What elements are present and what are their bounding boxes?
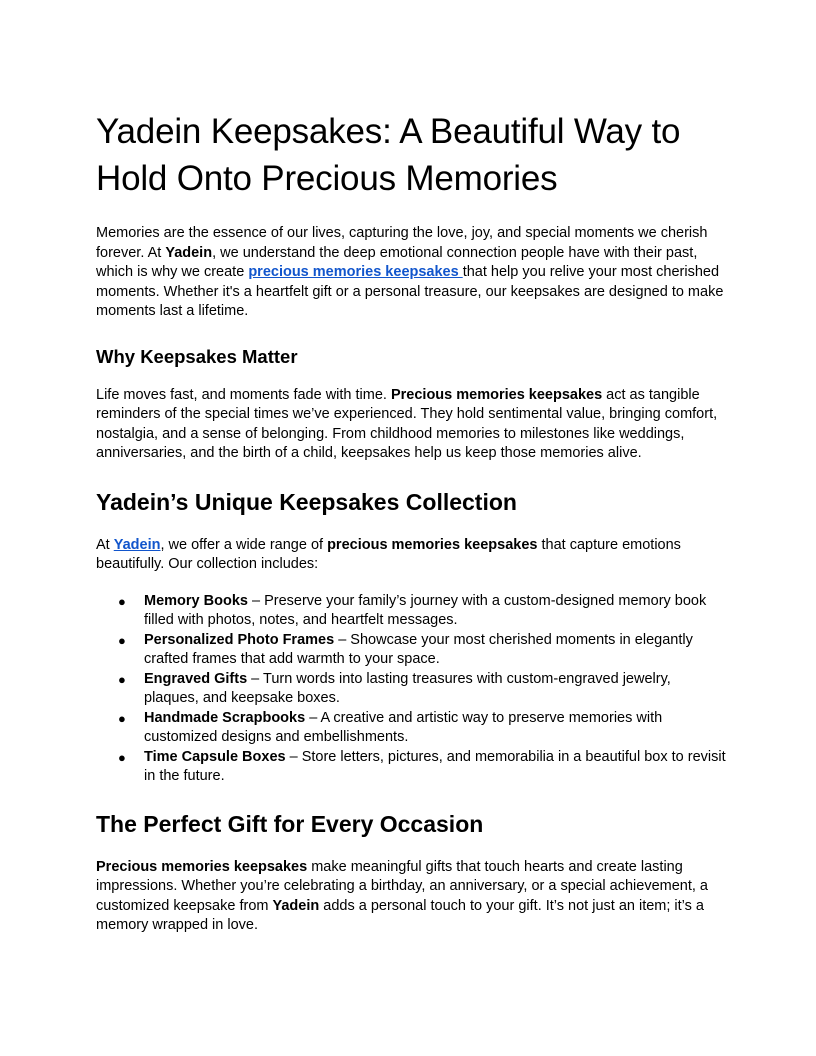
intro-text-1: Memories are the essence of our lives, capturing the love, joy, and special moments we cherish forever. At [96, 225, 708, 261]
bullet-icon: ● [118, 749, 126, 765]
list-item-title: Memory Books [144, 592, 248, 609]
collection-text-2: , we offer a wide range of [160, 536, 328, 553]
list-item-title: Personalized Photo Frames [144, 631, 335, 648]
page-title: Yadein Keepsakes: A Beautiful Way to Hold Onto Precious Memories [96, 112, 681, 198]
list-item-desc: – A creative and artistic way to preserve memories with customized designs and embellishments. [144, 709, 663, 745]
intro-text-2: , we understand the deep emotional connection people have with their past, which is why we create [96, 244, 698, 280]
list-item-desc: – Preserve your family’s journey with a custom-designed memory book filled with photos, notes, and heartfelt messages. [144, 592, 707, 628]
why-keepsakes-paragraph [96, 386, 726, 464]
collection-text-1: At [96, 536, 114, 553]
bullet-icon: ● [118, 632, 126, 648]
why-text-1: Life moves fast, and moments fade with time. [96, 386, 391, 403]
list-item [96, 748, 726, 787]
list-item-desc: – Store letters, pictures, and memorabilia in a beautiful box to revisit in the future. [144, 748, 726, 784]
bullet-icon: ● [118, 593, 126, 609]
bullet-icon: ● [118, 710, 126, 726]
why-keepsakes-heading: Why Keepsakes Matter [96, 345, 298, 367]
gift-text-2: adds a personal touch to your gift. It’s not just an item; it’s a memory wrapped in love. [96, 897, 704, 933]
why-text-2: act as tangible reminders of the special times we’ve experienced. They hold sentimental value, bringing comfort, nostalgia, and a sense of belonging. From childhood memories to milestones like weddings, anniversaries, and the birth of a child, keepsakes help us keep those memories alive. [96, 386, 718, 461]
list-item [96, 592, 726, 631]
list-item-title: Handmade Scrapbooks [144, 709, 306, 726]
list-item [96, 631, 726, 670]
gift-text-1: make meaningful gifts that touch hearts and create lasting impressions. Whether you’re celebrating a birthday, an anniversary, or a special achievement, a customized keepsake from [96, 858, 708, 914]
collection-paragraph [96, 536, 726, 575]
list-item-desc: – Showcase your most cherished moments in elegantly crafted frames that add warmth to your space. [144, 631, 693, 667]
intro-paragraph [96, 224, 726, 322]
gift-bold-1: Precious memories keepsakes [96, 858, 308, 875]
intro-text-3: that help you relive your most cherished moments. Whether it's a heartfelt gift or a personal treasure, our keepsakes are designed to make moments last a lifetime. [96, 264, 724, 319]
list-item-title: Engraved Gifts [144, 670, 248, 687]
list-item-desc: – Turn words into lasting treasures with custom-engraved jewelry, plaques, and keepsake boxes. [144, 670, 671, 706]
list-item [96, 709, 726, 748]
gift-paragraph [96, 858, 726, 936]
collection-bold: precious memories keepsakes [327, 536, 538, 553]
collection-list [96, 592, 726, 787]
why-bold: Precious memories keepsakes [390, 386, 603, 403]
precious-memories-keepsakes-link[interactable]: precious memories keepsakes [248, 264, 463, 280]
bullet-icon: ● [118, 671, 126, 687]
document-page [96, 108, 726, 936]
gift-heading: The Perfect Gift for Every Occasion [96, 810, 484, 837]
gift-bold-2: Yadein [272, 897, 320, 914]
collection-heading: Yadein’s Unique Keepsakes Collection [96, 488, 517, 515]
collection-text-3: that capture emotions beautifully. Our collection includes: [96, 536, 681, 572]
intro-brand: Yadein [165, 244, 213, 261]
yadein-link[interactable]: Yadein [113, 536, 161, 553]
list-item [96, 670, 726, 709]
list-item-title: Time Capsule Boxes [144, 748, 286, 765]
